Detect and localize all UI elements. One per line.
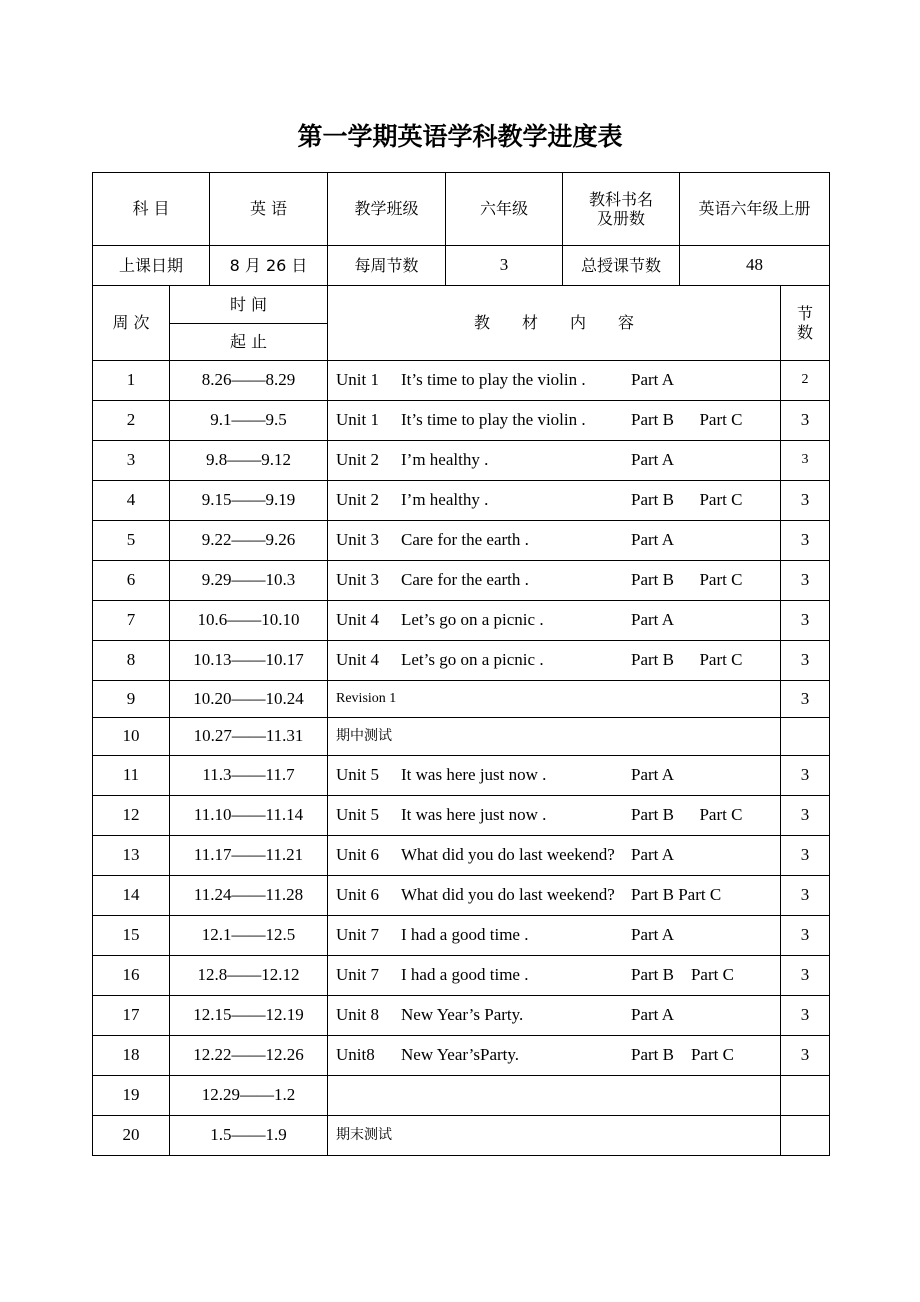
table-row bbox=[93, 681, 830, 718]
table-row bbox=[93, 441, 830, 481]
lesson-count bbox=[781, 1076, 830, 1116]
unit-topic: Care for the earth . bbox=[401, 570, 529, 590]
date-range: 9.15——9.19 bbox=[170, 481, 328, 521]
table-row bbox=[93, 836, 830, 876]
unit-topic: I’m healthy . bbox=[401, 450, 489, 470]
unit-label: Unit 3 bbox=[336, 570, 379, 590]
lesson-content bbox=[328, 401, 781, 441]
book-label bbox=[563, 173, 680, 246]
book-label-line1: 教科书名 bbox=[588, 189, 653, 209]
unit-label: Unit 7 bbox=[336, 925, 379, 945]
table-row bbox=[93, 1076, 830, 1116]
unit-label: Unit 4 bbox=[336, 650, 379, 670]
table-row bbox=[93, 401, 830, 441]
table-row bbox=[93, 718, 830, 756]
lesson-count: 3 bbox=[781, 601, 830, 641]
table-row bbox=[93, 601, 830, 641]
week-number: 12 bbox=[93, 796, 170, 836]
date-range: 12.8——12.12 bbox=[170, 956, 328, 996]
table-row bbox=[93, 561, 830, 601]
week-number: 8 bbox=[93, 641, 170, 681]
date-range: 11.17——11.21 bbox=[170, 836, 328, 876]
lesson-count: 3 bbox=[781, 1036, 830, 1076]
lesson-content bbox=[328, 521, 781, 561]
unit-topic: It’s time to play the violin . bbox=[401, 410, 586, 430]
lesson-content bbox=[328, 361, 781, 401]
lesson-content bbox=[328, 601, 781, 641]
table-row bbox=[93, 916, 830, 956]
unit-parts: Part A bbox=[631, 765, 674, 785]
unit-label: Unit 8 bbox=[336, 1005, 379, 1025]
lesson-content bbox=[328, 1116, 781, 1156]
unit-label: Unit 6 bbox=[336, 845, 379, 865]
lesson-count bbox=[781, 1116, 830, 1156]
table-row bbox=[93, 641, 830, 681]
time-column-header: 时 间 bbox=[170, 286, 328, 324]
lesson-count: 3 bbox=[781, 641, 830, 681]
unit-topic: What did you do last weekend? bbox=[401, 845, 615, 865]
date-range: 11.24——11.28 bbox=[170, 876, 328, 916]
lesson-content bbox=[328, 916, 781, 956]
start-date-value: 8 月 26 日 bbox=[210, 246, 328, 286]
content-note: 期中测试 bbox=[336, 727, 392, 744]
lesson-count: 3 bbox=[781, 916, 830, 956]
unit-topic: It was here just now . bbox=[401, 805, 547, 825]
lesson-count: 3 bbox=[781, 681, 830, 718]
week-number: 17 bbox=[93, 996, 170, 1036]
unit-parts: Part B Part C bbox=[631, 1045, 734, 1065]
schedule-table bbox=[92, 172, 830, 1156]
lesson-content bbox=[328, 996, 781, 1036]
column-header-row-1 bbox=[93, 286, 830, 324]
content-note: Revision 1 bbox=[336, 690, 397, 706]
date-range: 10.20——10.24 bbox=[170, 681, 328, 718]
lesson-content bbox=[328, 561, 781, 601]
unit-parts: Part B Part C bbox=[631, 885, 722, 905]
date-range: 9.1——9.5 bbox=[170, 401, 328, 441]
lesson-count: 3 bbox=[781, 836, 830, 876]
range-column-header: 起 止 bbox=[170, 324, 328, 361]
unit-topic: I’m healthy . bbox=[401, 490, 489, 510]
week-number: 19 bbox=[93, 1076, 170, 1116]
unit-parts: Part A bbox=[631, 610, 674, 630]
lesson-content bbox=[328, 441, 781, 481]
week-number: 15 bbox=[93, 916, 170, 956]
week-number: 10 bbox=[93, 718, 170, 756]
week-number: 4 bbox=[93, 481, 170, 521]
table-row bbox=[93, 1036, 830, 1076]
lesson-count: 3 bbox=[781, 796, 830, 836]
date-range: 9.8——9.12 bbox=[170, 441, 328, 481]
book-value: 英语六年级上册 bbox=[680, 173, 830, 246]
lesson-count: 3 bbox=[781, 441, 830, 481]
week-number: 9 bbox=[93, 681, 170, 718]
lesson-count bbox=[781, 718, 830, 756]
week-number: 16 bbox=[93, 956, 170, 996]
unit-parts: Part B Part C bbox=[631, 570, 743, 590]
date-range: 10.27——11.31 bbox=[170, 718, 328, 756]
date-range: 9.22——9.26 bbox=[170, 521, 328, 561]
unit-label: Unit8 bbox=[336, 1045, 375, 1065]
unit-parts: Part A bbox=[631, 530, 674, 550]
table-row bbox=[93, 521, 830, 561]
date-range: 11.10——11.14 bbox=[170, 796, 328, 836]
table-row bbox=[93, 996, 830, 1036]
unit-parts: Part B Part C bbox=[631, 410, 743, 430]
lesson-content bbox=[328, 641, 781, 681]
page-title: 第一学期英语学科教学进度表 bbox=[297, 122, 623, 151]
date-range: 8.26——8.29 bbox=[170, 361, 328, 401]
unit-label: Unit 5 bbox=[336, 805, 379, 825]
unit-label: Unit 6 bbox=[336, 885, 379, 905]
unit-topic: New Year’sParty. bbox=[401, 1045, 520, 1065]
table-row bbox=[93, 756, 830, 796]
week-number: 18 bbox=[93, 1036, 170, 1076]
unit-topic: New Year’s Party. bbox=[401, 1005, 524, 1025]
unit-topic: I had a good time . bbox=[401, 925, 529, 945]
lesson-content bbox=[328, 481, 781, 521]
week-number: 6 bbox=[93, 561, 170, 601]
week-number: 3 bbox=[93, 441, 170, 481]
date-range: 12.15——12.19 bbox=[170, 996, 328, 1036]
unit-topic: Let’s go on a picnic . bbox=[401, 610, 544, 630]
unit-label: Unit 1 bbox=[336, 370, 379, 390]
lesson-count: 3 bbox=[781, 876, 830, 916]
unit-label: Unit 2 bbox=[336, 490, 379, 510]
table-row bbox=[93, 481, 830, 521]
lesson-content bbox=[328, 681, 781, 718]
header-row-schedule bbox=[93, 246, 830, 286]
unit-label: Unit 7 bbox=[336, 965, 379, 985]
week-number: 5 bbox=[93, 521, 170, 561]
date-range: 10.13——10.17 bbox=[170, 641, 328, 681]
lesson-count: 3 bbox=[781, 996, 830, 1036]
class-value: 六年级 bbox=[446, 173, 563, 246]
unit-label: Unit 5 bbox=[336, 765, 379, 785]
lesson-content bbox=[328, 836, 781, 876]
unit-label: Unit 4 bbox=[336, 610, 379, 630]
class-label: 教学班级 bbox=[328, 173, 446, 246]
unit-parts: Part A bbox=[631, 370, 674, 390]
date-range: 12.1——12.5 bbox=[170, 916, 328, 956]
week-number: 13 bbox=[93, 836, 170, 876]
unit-topic: It was here just now . bbox=[401, 765, 547, 785]
week-number: 7 bbox=[93, 601, 170, 641]
lesson-count: 3 bbox=[781, 956, 830, 996]
date-range: 11.3——11.7 bbox=[170, 756, 328, 796]
table-row bbox=[93, 361, 830, 401]
date-range: 1.5——1.9 bbox=[170, 1116, 328, 1156]
unit-parts: Part B Part C bbox=[631, 805, 743, 825]
weekly-lessons-label: 每周节数 bbox=[328, 246, 446, 286]
unit-topic: What did you do last weekend? bbox=[401, 885, 615, 905]
lesson-count: 3 bbox=[781, 756, 830, 796]
lesson-content bbox=[328, 756, 781, 796]
lesson-content bbox=[328, 1076, 781, 1116]
subject-value: 英 语 bbox=[210, 173, 328, 246]
table-row bbox=[93, 956, 830, 996]
weekly-lessons-value: 3 bbox=[446, 246, 563, 286]
unit-parts: Part B Part C bbox=[631, 650, 743, 670]
unit-topic: Care for the earth . bbox=[401, 530, 529, 550]
week-number: 14 bbox=[93, 876, 170, 916]
lessons-header-line2: 数 bbox=[797, 323, 814, 342]
book-label-line2: 及册数 bbox=[596, 209, 645, 228]
date-range: 12.29——1.2 bbox=[170, 1076, 328, 1116]
lesson-count: 2 bbox=[781, 361, 830, 401]
unit-parts: Part B Part C bbox=[631, 965, 734, 985]
unit-parts: Part B Part C bbox=[631, 490, 743, 510]
lesson-content bbox=[328, 718, 781, 756]
total-lessons-value: 48 bbox=[680, 246, 830, 286]
unit-topic: Let’s go on a picnic . bbox=[401, 650, 544, 670]
table-row bbox=[93, 1116, 830, 1156]
lesson-content bbox=[328, 876, 781, 916]
unit-label: Unit 3 bbox=[336, 530, 379, 550]
lesson-count: 3 bbox=[781, 401, 830, 441]
content-column-header: 教 材 内 容 bbox=[328, 286, 781, 361]
unit-label: Unit 2 bbox=[336, 450, 379, 470]
lesson-content bbox=[328, 956, 781, 996]
unit-topic: It’s time to play the violin . bbox=[401, 370, 586, 390]
date-range: 9.29——10.3 bbox=[170, 561, 328, 601]
lesson-content bbox=[328, 796, 781, 836]
lessons-column-header bbox=[781, 286, 830, 361]
date-range: 12.22——12.26 bbox=[170, 1036, 328, 1076]
table-row bbox=[93, 796, 830, 836]
start-date-label: 上课日期 bbox=[93, 246, 210, 286]
header-row-info bbox=[93, 173, 830, 246]
unit-parts: Part A bbox=[631, 1005, 674, 1025]
unit-parts: Part A bbox=[631, 925, 674, 945]
unit-label: Unit 1 bbox=[336, 410, 379, 430]
lesson-count: 3 bbox=[781, 561, 830, 601]
week-number: 20 bbox=[93, 1116, 170, 1156]
date-range: 10.6——10.10 bbox=[170, 601, 328, 641]
unit-topic: I had a good time . bbox=[401, 965, 529, 985]
week-column-header: 周 次 bbox=[93, 286, 170, 361]
unit-parts: Part A bbox=[631, 450, 674, 470]
lesson-count: 3 bbox=[781, 481, 830, 521]
week-number: 1 bbox=[93, 361, 170, 401]
lesson-content bbox=[328, 1036, 781, 1076]
lessons-header-line1: 节 bbox=[797, 303, 814, 323]
week-number: 11 bbox=[93, 756, 170, 796]
lesson-count: 3 bbox=[781, 521, 830, 561]
unit-parts: Part A bbox=[631, 845, 674, 865]
table-row bbox=[93, 876, 830, 916]
total-lessons-label: 总授课节数 bbox=[563, 246, 680, 286]
week-number: 2 bbox=[93, 401, 170, 441]
content-note: 期末测试 bbox=[336, 1126, 392, 1143]
subject-label: 科 目 bbox=[93, 173, 210, 246]
